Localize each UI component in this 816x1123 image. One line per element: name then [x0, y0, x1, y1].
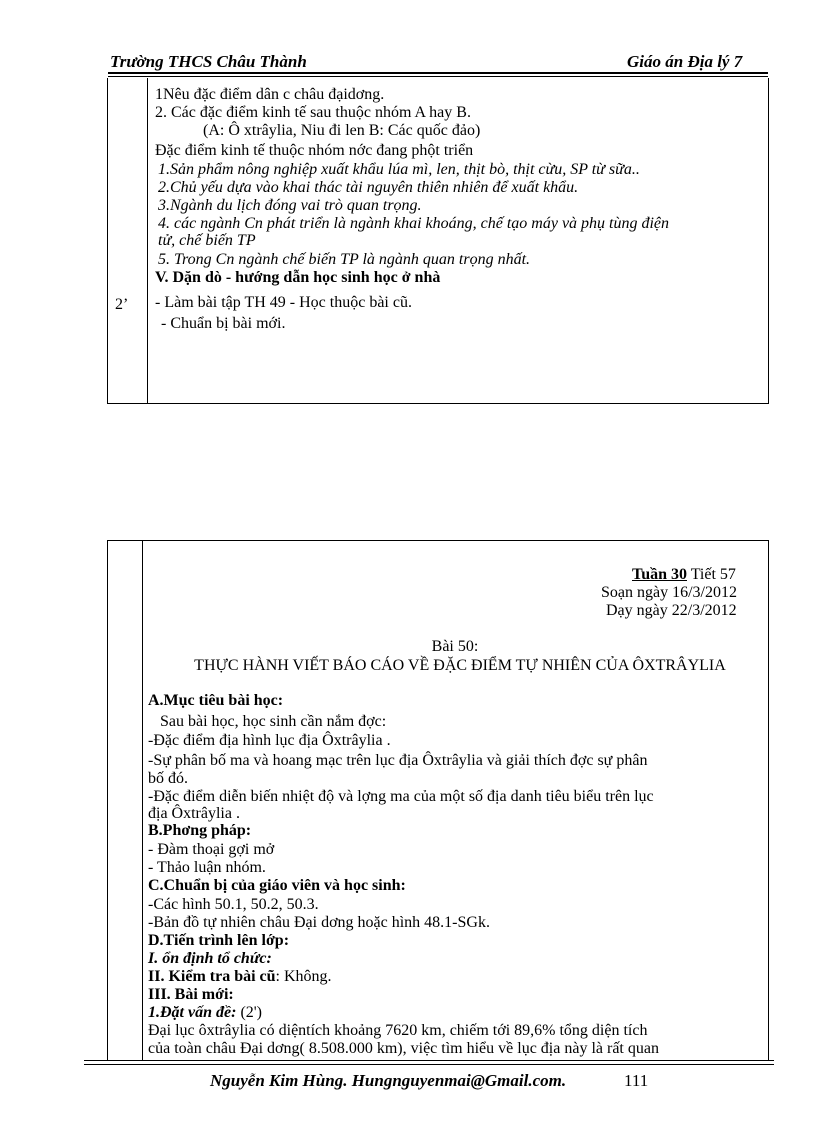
material-item: -Các hình 50.1, 50.2, 50.3. — [148, 896, 319, 913]
method-item: - Thảo luận nhóm. — [148, 859, 266, 876]
header-school: Trường THCS Châu Thành — [110, 52, 307, 71]
section-b-heading: B.Phơng pháp: — [148, 822, 252, 839]
step-2-heading: II. Kiểm tra bài cũ — [148, 968, 276, 985]
section-d-heading: D.Tiến trình lên lớp: — [148, 932, 290, 949]
homework-item: - Làm bài tập TH 49 - Học thuộc bài cũ. — [155, 294, 412, 311]
week: Tuần 30 — [632, 566, 687, 583]
week-period — [632, 566, 736, 584]
header-rule-thin — [108, 76, 768, 77]
step-2 — [148, 968, 332, 986]
bottom-table-divider — [142, 540, 143, 1060]
homework-item: - Chuẩn bị bài mới. — [161, 315, 286, 332]
footer-rule — [84, 1060, 774, 1061]
page-number: 111 — [624, 1071, 649, 1090]
objective-item-cont: địa Ôxtrâylia . — [148, 805, 240, 822]
lesson-title: THỰC HÀNH VIẾT BÁO CÁO VỀ ĐẶC ĐIỂM TỰ NHIÊN CỦA ÔXTRÂYLIA — [194, 657, 726, 674]
answer-item-cont: tử, chế biến TP — [158, 232, 256, 249]
header-rule — [108, 72, 768, 74]
header-subject: Giáo án Địa lý 7 — [627, 52, 743, 71]
answer-item: 1.Sản phẩm nông nghiệp xuất khẩu lúa mì, len, thịt bò, thịt cừu, SP từ sữa.. — [158, 161, 640, 178]
answer-item: 5. Trong Cn ngành chế biến TP là ngành quan trọng nhất. — [158, 251, 531, 268]
answer-item: 4. các ngành Cn phát triển là ngành khai khoáng, chế tạo máy và phụ tùng điện — [158, 215, 670, 232]
period: Tiết 57 — [687, 566, 736, 583]
intro-paragraph: Đại lục ôxtrâylia có diệntích khoảng 7620 km, chiếm tới 89,6% tổng diện tích — [148, 1022, 648, 1039]
answer-item: 2.Chủ yếu dựa vào khai thác tài nguyên thiên nhiên để xuất khẩu. — [158, 179, 579, 196]
answer-item: 3.Ngành du lịch đóng vai trò quan trọng. — [158, 197, 422, 214]
lesson-number: Bài 50: — [431, 638, 479, 655]
objective-intro: Sau bài học, học sinh cần nắm đợc: — [160, 713, 387, 730]
intro-heading — [148, 1004, 262, 1022]
question-2-heading: Đặc điểm kinh tế thuộc nhóm nớc đang phột triển — [155, 142, 474, 159]
intro-paragraph-cont: của toàn châu Đại dơng( 8.508.000 km), việc tìm hiểu về lục địa này là rất quan — [148, 1040, 659, 1057]
objective-item-cont: bố đó. — [148, 770, 188, 787]
time-cell: 2’ — [115, 296, 129, 313]
objective-item: -Sự phân bố ma và hoang mạc trên lục địa Ôxtrâylia và giải thích đợc sự phân — [148, 752, 648, 769]
method-item: - Đàm thoại gợi mở — [148, 841, 275, 858]
footer-author: Nguyễn Kim Hùng. Hungnguyenmai@Gmail.com. — [210, 1071, 567, 1090]
top-table-divider — [147, 78, 148, 403]
objective-item: -Đặc điểm địa hình lục địa Ôxtrâylia . — [148, 732, 391, 749]
question-1: 1Nêu đặc điểm dân c châu đạidơng. — [155, 86, 385, 103]
intro-time: (2') — [236, 1004, 262, 1021]
section-v-heading: V. Dặn dò - hướng dẫn học sinh học ở nhà — [155, 269, 441, 286]
question-2-groups: (A: Ô xtrâylia, Niu đi len B: Các quốc đảo) — [203, 122, 481, 139]
question-2: 2. Các đặc điểm kinh tế sau thuộc nhóm A hay B. — [155, 104, 471, 121]
material-item: -Bản đồ tự nhiên châu Đại dơng hoặc hình 48.1-SGk. — [148, 914, 490, 931]
prepared-date: Soạn ngày 16/3/2012 — [601, 584, 737, 601]
footer-rule-thin — [84, 1064, 774, 1065]
step-1-heading: I. ổn định tổ chức: — [148, 950, 272, 967]
section-c-heading: C.Chuẩn bị của giáo viên và học sinh: — [148, 877, 406, 894]
taught-date: Dạy ngày 22/3/2012 — [606, 602, 737, 619]
intro-label: 1.Đặt vấn đề: — [148, 1004, 237, 1021]
step-2-value: : Không. — [275, 968, 332, 985]
section-a-heading: A.Mục tiêu bài học: — [148, 692, 284, 709]
objective-item: -Đặc điểm diễn biến nhiệt độ và lợng ma của một số địa danh tiêu biểu trên lục — [148, 788, 654, 805]
step-3-heading: III. Bài mới: — [148, 986, 234, 1003]
